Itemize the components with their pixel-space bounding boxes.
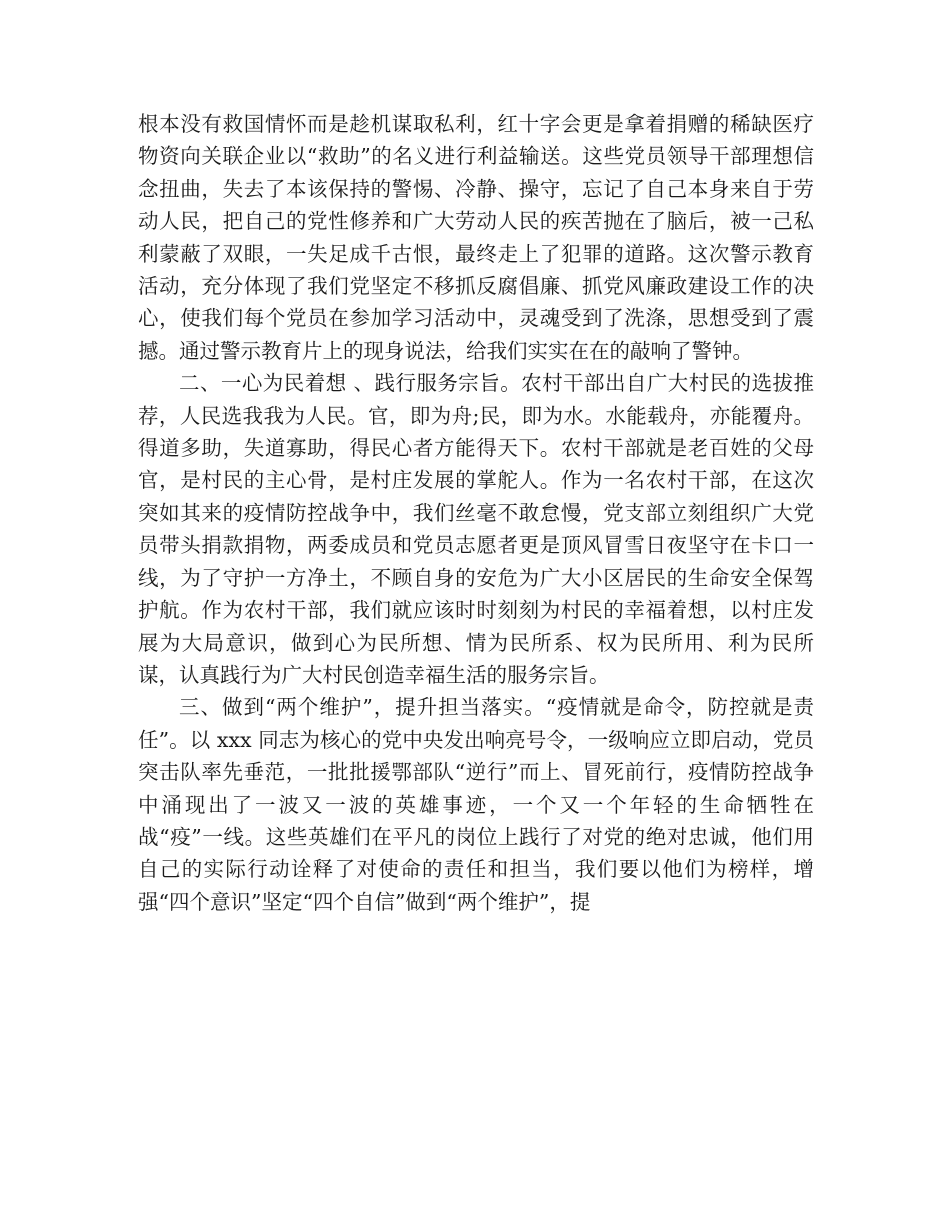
document-page — [138, 108, 814, 918]
paragraph-section-three: 三、做到“两个维护”，提升担当落实。“疫情就是命令，防控就是责任”。以 xxx 同志为核心的党中央发出响亮号令，一级响应立即启动，党员突击队率先垂范，一批批援鄂部队“逆行”而上、冒死前行，疫情防控战争中涌现出了一波又一波的英雄事迹，一个又一个年轻的生命牺牲在战“疫”一线。这些英雄们在平凡的岗位上践行了对党的绝对忠诚，他们用自己的实际行动诠释了对使命的责任和担当，我们要以他们为榜样，增强“四个意识”坚定“四个自信”做到“两个维护”，提 — [138, 695, 814, 914]
paragraph-continued: 根本没有救国情怀而是趁机谋取私利，红十字会更是拿着捐赠的稀缺医疗物资向关联企业以“救助”的名义进行利益输送。这些党员领导干部理想信念扭曲，失去了本该保持的警惕、冷静、操守，忘记了自己本身来自于劳动人民，把自己的党性修养和广大劳动人民的疾苦抛在了脑后，被一己私利蒙蔽了双眼，一失足成千古恨，最终走上了犯罪的道路。这次警示教育活动，充分体现了我们党坚定不移抓反腐倡廉、抓党风廉政建设工作的决心，使我们每个党员在参加学习活动中，灵魂受到了洗涤，思想受到了震撼。通过警示教育片上的现身说法，给我们实实在在的敲响了警钟。 — [138, 112, 814, 363]
paragraph-section-two: 二、一心为民着想 、践行服务宗旨。农村干部出自广大村民的选拔推荐，人民选我我为人民。官，即为舟;民，即为水。水能载舟，亦能覆舟。得道多助，失道寡助，得民心者方能得天下。农村干部就是老百姓的父母官，是村民的主心骨，是村庄发展的掌舵人。作为一名农村干部，在这次突如其来的疫情防控战争中，我们丝毫不敢怠慢，党支部立刻组织广大党员带头捐款捐物，两委成员和党员志愿者更是顶风冒雪日夜坚守在卡口一线，为了守护一方净土，不顾自身的安危为广大小区居民的生命安全保驾护航。作为农村干部，我们就应该时时刻刻为村民的幸福着想，以村庄发展为大局意识，做到心为民所想、情为民所系、权为民所用、利为民所谋，认真践行为广大村民创造幸福生活的服务宗旨。 — [138, 371, 814, 687]
